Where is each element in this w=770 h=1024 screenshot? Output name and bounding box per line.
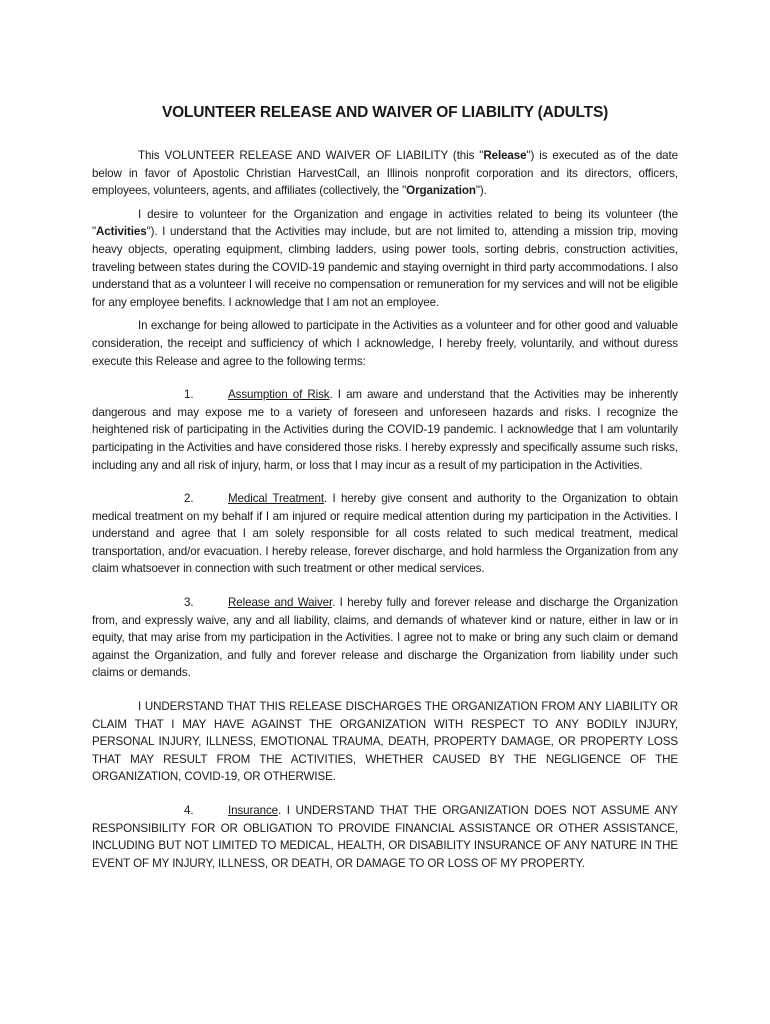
section-2 [92, 490, 678, 578]
activities-term: Activities [96, 225, 147, 239]
section-2-heading: Medical Treatment [228, 492, 324, 506]
section-3-text: . I hereby fully and forever release and discharge the Organization from, and expressly waive, any and all liability, claims, and demands of whatever kind or nature, either in law or in equity, that may arise from my participation in the Activities. I agree not to make or bring any such claim or demand against the Organization, and fully and forever release and discharge the Organization from liability under such claims or demands. [92, 596, 678, 680]
section-3 [92, 594, 678, 682]
release-term: Release [483, 149, 527, 162]
liability-caps-paragraph: I UNDERSTAND THAT THIS RELEASE DISCHARGES THE ORGANIZATION FROM ANY LIABILITY OR CLAIM THAT I MAY HAVE AGAINST THE ORGANIZATION WITH RESPECT TO ANY BODILY INJURY, PERSONAL INJURY, ILLNESS, EMOTIONAL TRAUMA, DEATH, PROPERTY DAMAGE, OR PROPERTY LOSS THAT MAY RESULT FROM THE ACTIVITIES, WHETHER CAUSED BY THE NEGLIGENCE OF THE ORGANIZATION, COVID-19, OR OTHERWISE. [92, 700, 678, 784]
section-3-heading: Release and Waiver [228, 596, 333, 610]
section-4 [92, 802, 678, 872]
intro-paragraph [92, 147, 678, 200]
activities-paragraph [92, 206, 678, 312]
activities-text-1: I desire to volunteer for the Organization and engage in activities related to being its volunteer (the " [92, 207, 678, 239]
intro-text-3: "). [475, 184, 487, 198]
section-2-text: . I hereby give consent and authority to the Organization to obtain medical treatment on my behalf if I am injured or require medical attention during my participation in the Activities. I understand and agree that I am solely responsible for all costs related to such medical treatment, medical transportation, and/or evacuation. I hereby release, forever discharge, and hold harmless the Organization from any claim whatsoever in connection with such treatment or other medical services. [92, 492, 678, 576]
consideration-paragraph: In exchange for being allowed to participate in the Activities as a volunteer and for other good and valuable consideration, the receipt and sufficiency of which I acknowledge, I hereby freely, voluntarily, and without duress execute this Release and agree to the following terms: [92, 319, 678, 368]
document-title: VOLUNTEER RELEASE AND WAIVER OF LIABILITY (ADULTS) [161, 104, 609, 121]
section-1-text: . I am aware and understand that the Activities may be inherently dangerous and may expose me to a variety of foreseen and unforeseen hazards and risks. I recognize the heightened risk of participating in the Activities during the COVID-19 pandemic. I acknowledge that I am voluntarily participating in the Activities and have considered those risks. I hereby expressly and specifically assume such risks, including any and all risk of injury, harm, or loss that I may incur as a result of my participation in the Activities. [92, 388, 678, 472]
section-4-number: 4. [184, 804, 194, 817]
section-1 [92, 386, 678, 474]
section-1-heading: Assumption of Risk [228, 388, 330, 402]
section-2-number: 2. [184, 492, 194, 506]
activities-text-2: "). I understand that the Activities may include, but are not limited to, attending a mission trip, moving heavy objects, operating equipment, climbing ladders, using power tools, sorting debris, construction activities, traveling between states during the COVID-19 pandemic and staying overnight in third party accommodations. I also understand that as a volunteer I will receive no compensation or remuneration for my services and will not be eligible for any employee benefits. I acknowledge that I am not an employee. [92, 225, 678, 309]
organization-term: Organization [406, 184, 476, 198]
intro-text-2: ") is executed as of the date below in favor of Apostolic Christian HarvestCall, an Illinois nonprofit corporation and its directors, officers, employees, volunteers, agents, and affiliates (collectively, the " [92, 149, 678, 198]
section-1-number: 1. [184, 388, 194, 402]
intro-text-1: This VOLUNTEER RELEASE AND WAIVER OF LIABILITY (this " [138, 149, 484, 162]
section-4-heading: Insurance [228, 804, 279, 817]
section-4-text: . I UNDERSTAND THAT THE ORGANIZATION DOES NOT ASSUME ANY RESPONSIBILITY FOR OR OBLIGATION TO PROVIDE FINANCIAL ASSISTANCE OR OTHER ASSISTANCE, INCLUDING BUT NOT LIMITED TO MEDICAL, HEALTH, OR DISABILITY INSURANCE OF ANY NATURE IN THE EVENT OF MY INJURY, ILLNESS, OR DEATH, OR DAMAGE TO OR LOSS OF MY PROPERTY. [92, 804, 678, 870]
section-3-number: 3. [184, 596, 194, 610]
document-page [92, 102, 678, 872]
